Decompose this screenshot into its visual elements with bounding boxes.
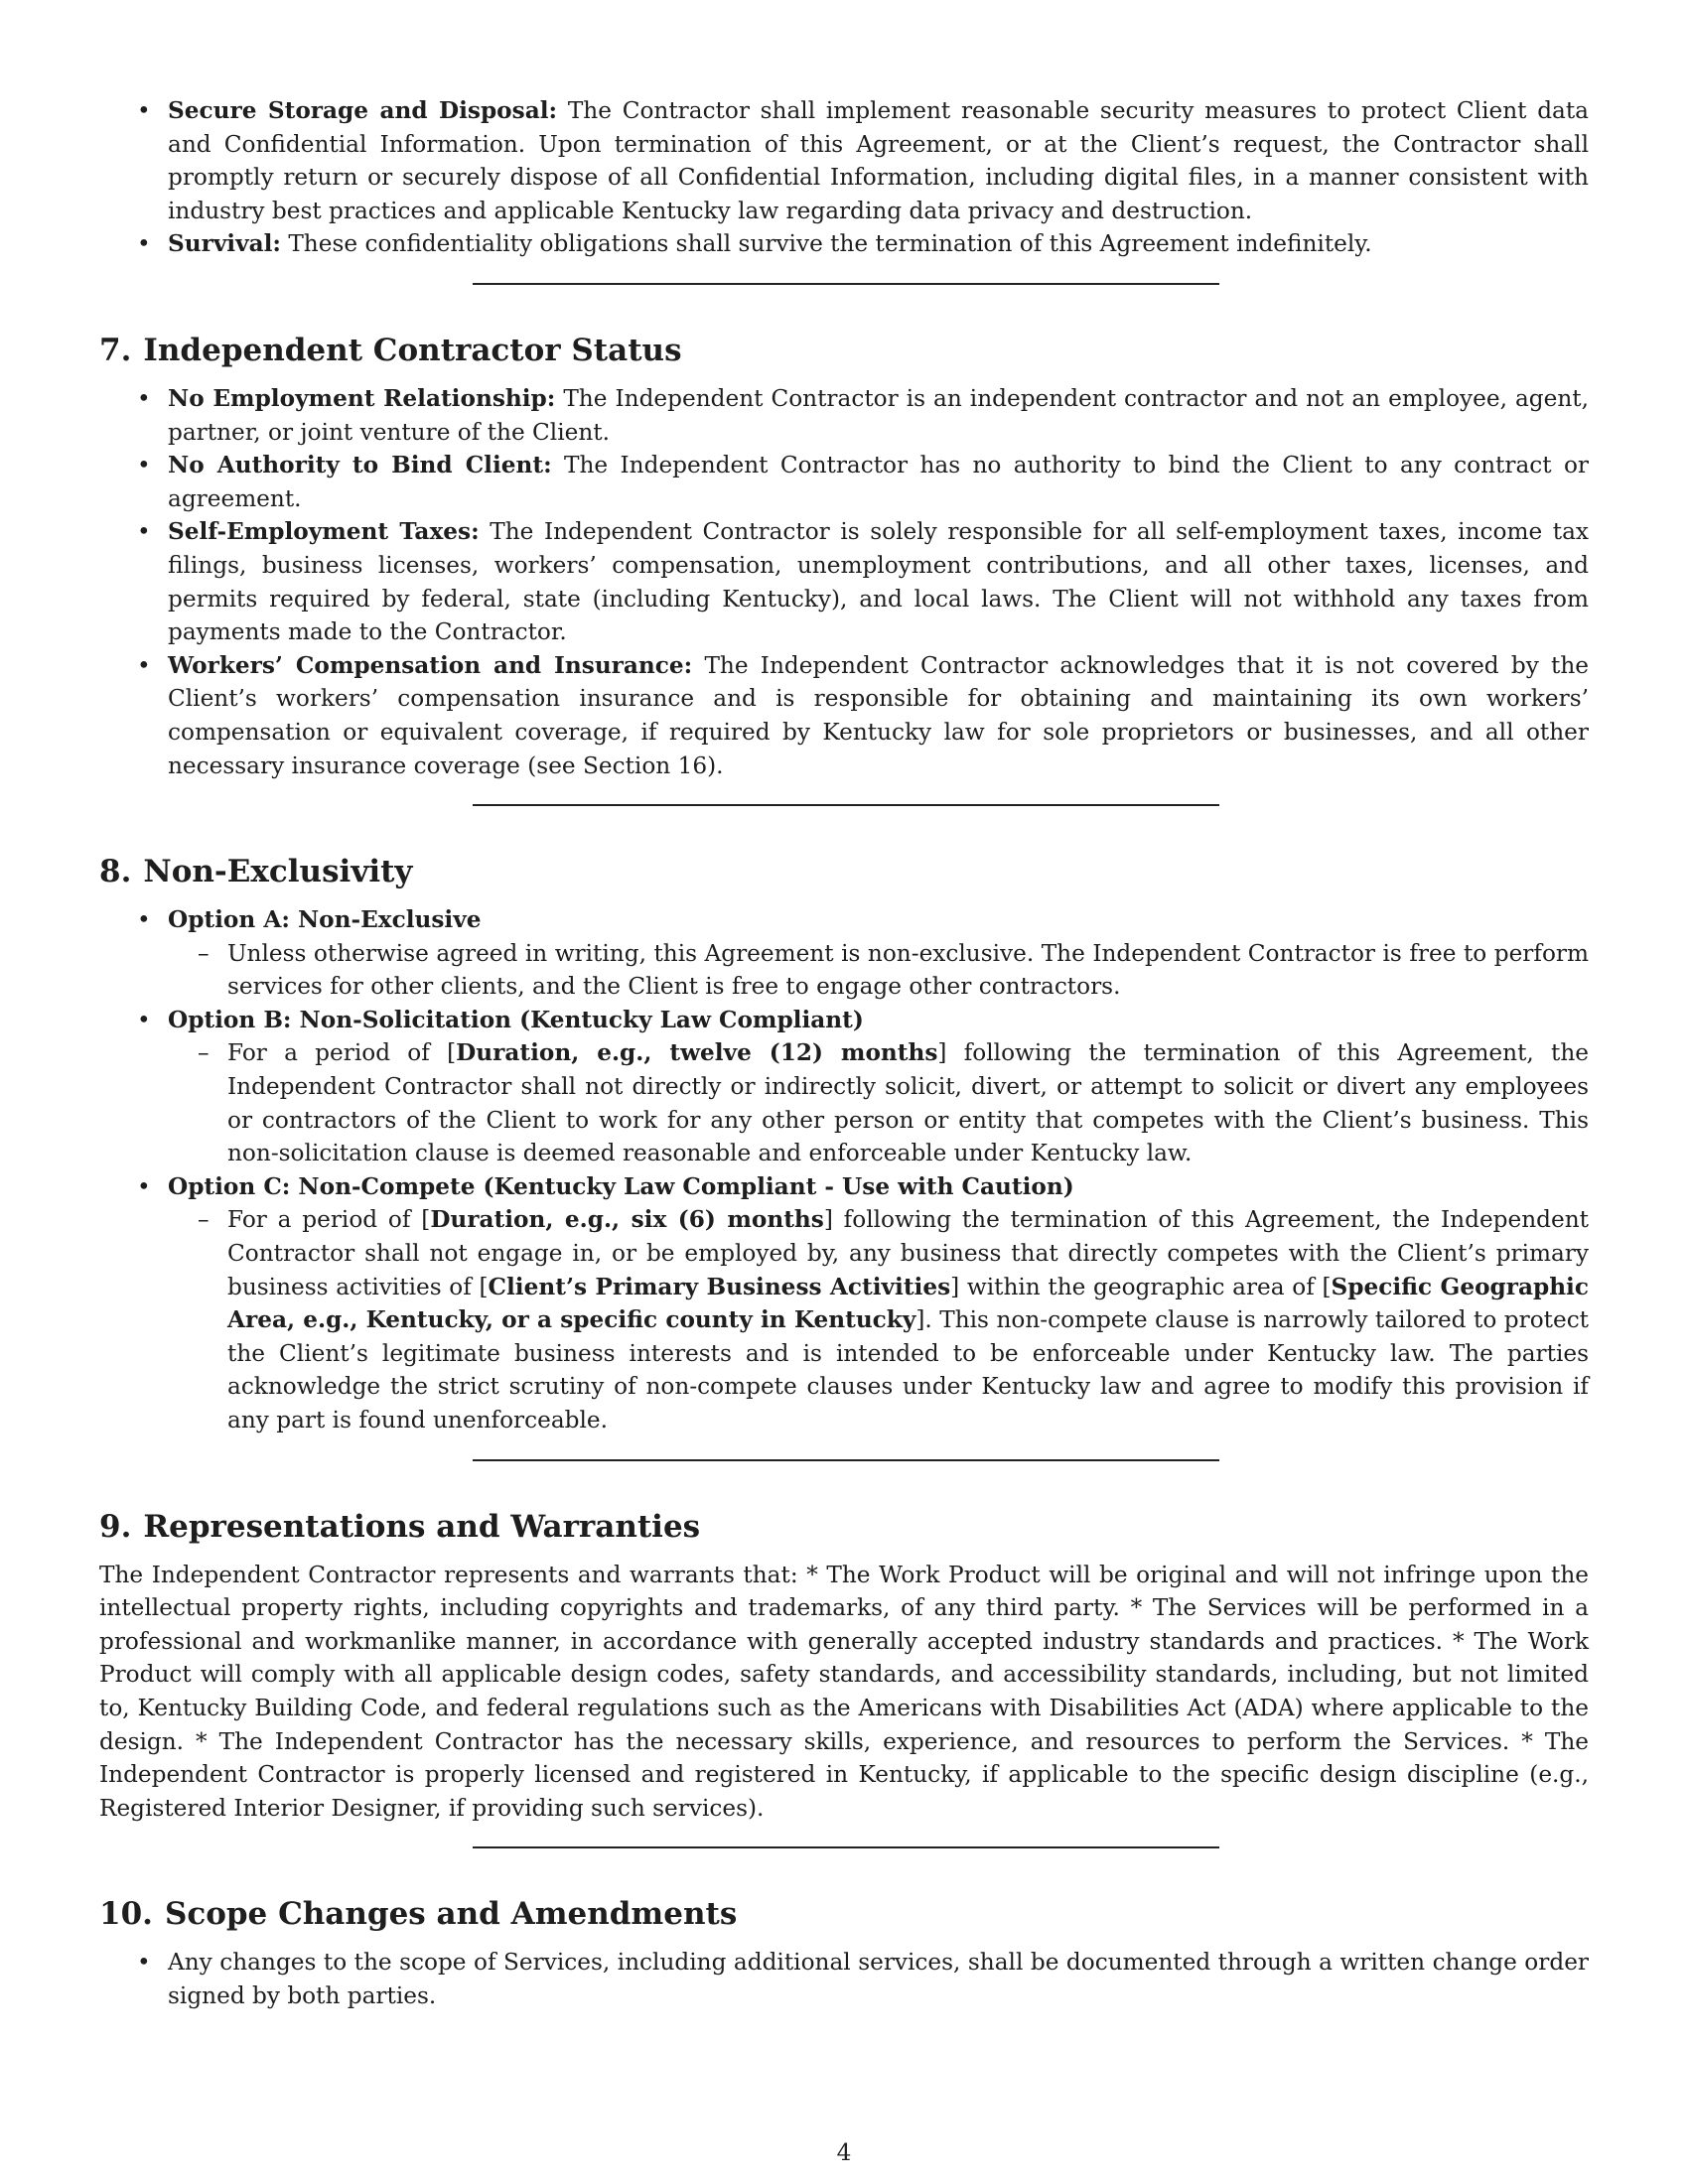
item-label: Secure Storage and Disposal: <box>168 97 558 124</box>
section8-list <box>99 903 1589 1437</box>
list-item <box>99 515 1589 648</box>
section9-heading <box>99 1507 1589 1547</box>
option-c-text <box>168 1203 1589 1436</box>
section-title: Non-Exclusivity <box>143 854 413 890</box>
item-label: Workers’ Compensation and Insurance: <box>168 651 693 679</box>
item-label: Self-Employment Taxes: <box>168 518 480 546</box>
item-text: The Independent Contractor is an independent contractor and not an employee, agent, partner, or joint venture of the Client. <box>168 384 1589 446</box>
option-b <box>99 1004 1589 1170</box>
section-divider <box>473 283 1219 285</box>
section7-heading <box>99 331 1589 370</box>
page-number: 4 <box>836 2139 852 2166</box>
section-title: Scope Changes and Amendments <box>164 1896 738 1933</box>
section-title: Representations and Warranties <box>143 1508 701 1545</box>
section-divider <box>473 1459 1219 1461</box>
item-text: The Independent Contractor is solely responsible for all self-employment taxes, income tax filings, business licenses, workers’ compensation, unemployment contributions, and all other taxes, licenses, and permits required by federal, state (including Kentucky), and local laws. The Client will not withhold any taxes from payments made to the Contractor. <box>168 518 1589 646</box>
section-number: 8. <box>99 854 132 890</box>
placeholder-area: Specific Geographic Area, e.g., Kentucky, or a specific county in Kentucky <box>227 1273 1589 1334</box>
placeholder-activities: Client’s Primary Business Activities <box>488 1273 951 1300</box>
section-title: Independent Contractor Status <box>143 332 682 368</box>
section-number: 10. <box>99 1896 153 1933</box>
option-b-text <box>168 1036 1589 1169</box>
item-label: No Employment Relationship: <box>168 384 556 412</box>
item-text: The Independent Contractor has no authority to bind the Client to any contract or agreement. <box>168 452 1589 512</box>
option-label: Option A: Non-Exclusive <box>168 906 482 934</box>
section10-list <box>99 1946 1589 2012</box>
section7-list <box>99 382 1589 782</box>
placeholder-duration: Duration, e.g., six (6) months <box>430 1206 824 1234</box>
list-item <box>99 449 1589 515</box>
list-item: • Any changes to the scope of Services, including additional services, shall be documented through a written change order signed by both parties. <box>99 1946 1589 2012</box>
section-divider <box>473 1846 1219 1848</box>
clause-text: For a period of [ <box>227 1039 457 1067</box>
item-text: The Contractor shall implement reasonable security measures to protect Client data and Confidential Information. Upon termination of this Agreement, or at the Client’s request, the Contractor shall promptly return or securely dispose of all Confidential Information, including digital files, in a manner consistent with industry best practices and applicable Kentucky law regarding data privacy and destruction. <box>168 97 1590 224</box>
clause-text: ] following the termination of this Agreement, the Independent Contractor shall not engage in, or be employed by, any business that directly competes with the Client’s primary business activities of [ <box>227 1206 1589 1300</box>
item-label: Survival: <box>168 230 281 258</box>
clause-text: For a period of [ <box>227 1206 431 1234</box>
section6-list <box>99 94 1589 261</box>
option-a <box>99 903 1589 1004</box>
placeholder-duration: Duration, e.g., twelve (12) months <box>456 1039 938 1067</box>
clause-text: ] following the termination of this Agreement, the Independent Contractor shall not directly or indirectly solicit, divert, or attempt to solicit or divert any employees or contractors of the Client to work for any other person or entity that competes with the Client’s business. This non-solicitation clause is deemed reasonable and enforceable under Kentucky law. <box>227 1039 1590 1167</box>
list-item <box>99 94 1589 227</box>
item-label: No Authority to Bind Client: <box>168 452 552 479</box>
clause-text: ]. This non-compete clause is narrowly tailored to protect the Client’s legitimate business interests and is intended to be enforceable under Kentucky law. The parties acknowledge the strict scrutiny of non-compete clauses under Kentucky law and agree to modify this provision if any part is found unenforceable. <box>227 1306 1589 1433</box>
list-item <box>99 649 1589 782</box>
list-item <box>99 227 1589 261</box>
item-text: The Independent Contractor acknowledges that it is not covered by the Client’s workers’ compensation insurance and is responsible for obtaining and maintaining its own workers’ compensation or equivalent coverage, if required by Kentucky law for sole proprietors or businesses, and all other necessary insurance coverage (see Section 16). <box>168 651 1589 779</box>
clause-text: ] within the geographic area of [ <box>950 1273 1332 1300</box>
section-number: 7. <box>99 332 132 368</box>
option-label: Option B: Non-Solicitation (Kentucky Law Compliant) <box>168 1006 864 1033</box>
section10-heading <box>99 1894 1589 1934</box>
option-c <box>99 1170 1589 1437</box>
section-number: 9. <box>99 1508 132 1545</box>
option-label: Option C: Non-Compete (Kentucky Law Compliant - Use with Caution) <box>168 1172 1074 1200</box>
document-page <box>99 94 1589 2013</box>
list-item <box>99 382 1589 449</box>
option-a-text: – Unless otherwise agreed in writing, this Agreement is non-exclusive. The Independent Contractor is free to perform services for other clients, and the Client is free to engage other contractors. <box>168 937 1589 1004</box>
section9-paragraph: The Independent Contractor represents and warrants that: * The Work Product will be original and will not infringe upon the intellectual property rights, including copyrights and trademarks, of any third party. * The Services will be performed in a professional and workmanlike manner, in accordance with generally accepted industry standards and practices. * The Work Product will comply with all applicable design codes, safety standards, and accessibility standards, including, but not limited to, Kentucky Building Code, and federal regulations such as the Americans with Disabilities Act (ADA) where applicable to the design. * The Independent Contractor has the necessary skills, experience, and resources to perform the Services. * The Independent Contractor is properly licensed and registered in Kentucky, if applicable to the specific design discipline (e.g., Registered Interior Designer, if providing such services). <box>99 1561 1589 1822</box>
item-text: These confidentiality obligations shall survive the termination of this Agreement indefinitely. <box>288 230 1372 258</box>
section-divider <box>473 804 1219 806</box>
section8-heading <box>99 852 1589 891</box>
